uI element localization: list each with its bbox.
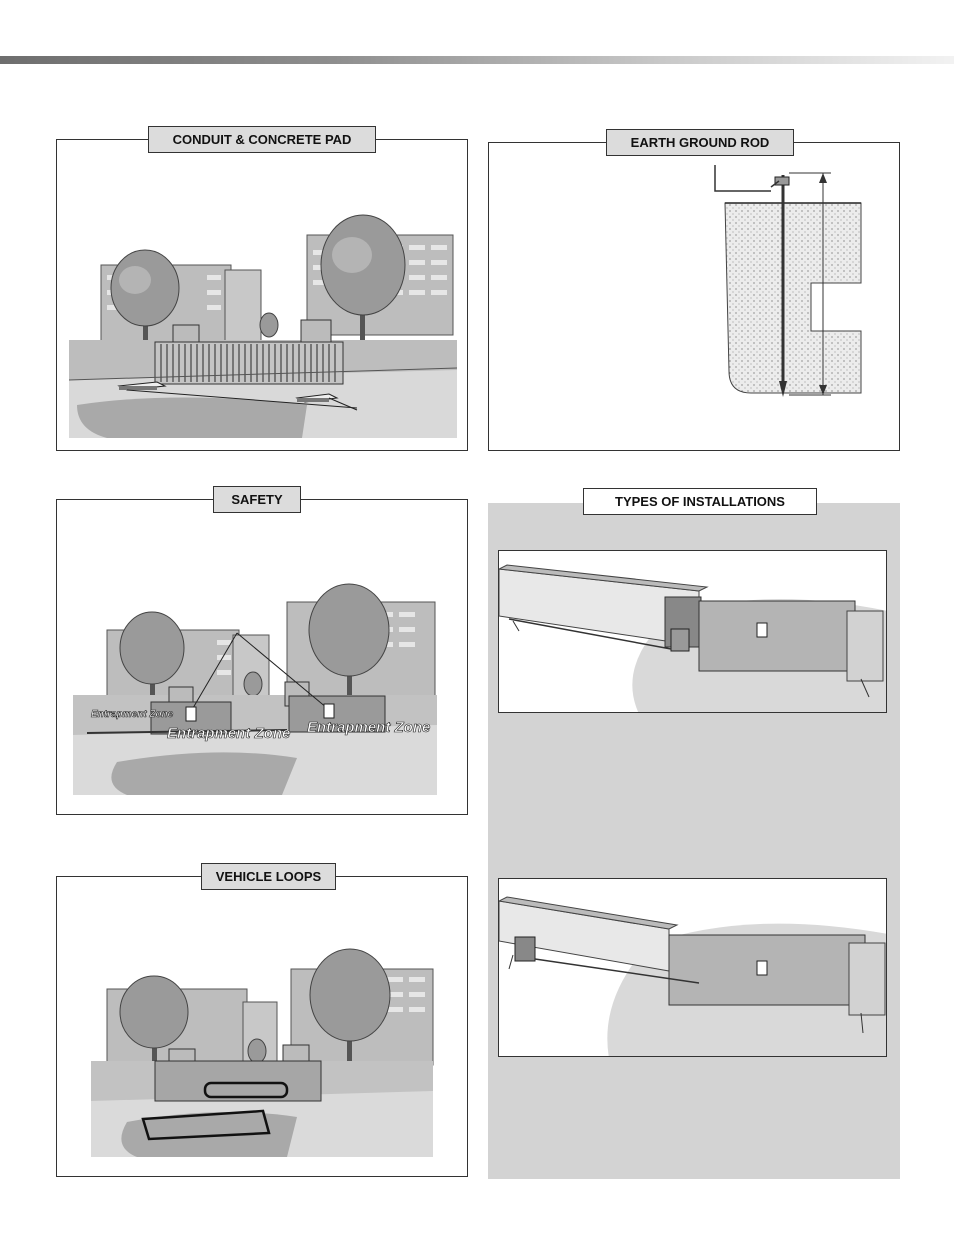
conduit-pad-illustration xyxy=(57,140,468,451)
safety-panel xyxy=(56,499,468,815)
entrapment-zone-small: Entrapment Zone xyxy=(91,709,174,720)
entrapment-zone-left: Entrapment Zone xyxy=(167,725,291,742)
safety-illustration xyxy=(57,500,468,815)
installations-label: TYPES OF INSTALLATIONS xyxy=(583,488,817,515)
vehicle-loops-label: VEHICLE LOOPS xyxy=(201,863,336,890)
safety-label: SAFETY xyxy=(213,486,301,513)
ground-rod-label: EARTH GROUND ROD xyxy=(606,129,794,156)
conduit-pad-panel xyxy=(56,139,468,451)
entrapment-zone-right: Entrapment Zone xyxy=(307,719,431,736)
slide-gate-installation-1 xyxy=(499,551,887,713)
slide-gate-installation-2 xyxy=(499,879,887,1057)
header-gradient-bar xyxy=(0,56,954,64)
vehicle-loops-illustration xyxy=(57,877,468,1177)
installation-diagram-1 xyxy=(498,550,887,713)
ground-rod-panel xyxy=(488,142,900,451)
ground-rod-illustration xyxy=(489,143,900,451)
conduit-pad-label: CONDUIT & CONCRETE PAD xyxy=(148,126,376,153)
vehicle-loops-panel xyxy=(56,876,468,1177)
installation-diagram-2 xyxy=(498,878,887,1057)
